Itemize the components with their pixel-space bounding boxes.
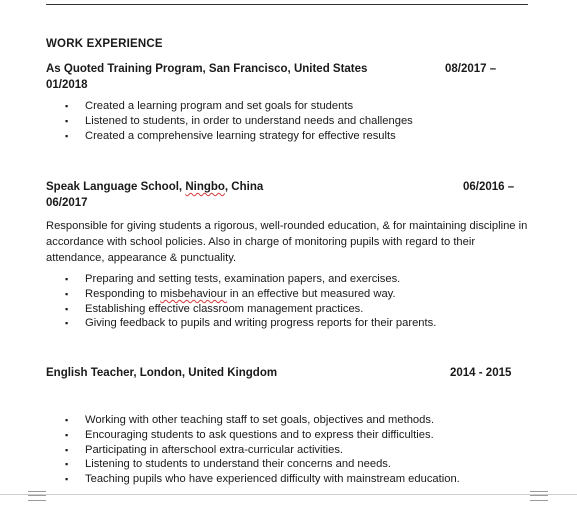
bullet-icon: ▪ [65, 303, 69, 314]
job-bullet-list [46, 413, 536, 487]
bullet-icon: ▪ [65, 288, 69, 299]
job-entry-as-quoted [46, 63, 536, 143]
list-item: ▪ Preparing and setting tests, examination papers, and exercises. [65, 273, 401, 285]
bullet-icon: ▪ [65, 101, 69, 111]
list-item: ▪ Listened to students, in order to understand needs and challenges [65, 114, 413, 127]
spellcheck-word: misbehaviour [160, 287, 227, 300]
job-title: Speak Language School, Ningbo, China [46, 181, 264, 193]
list-item: ▪ Responding to misbehaviour in an effective but measured way. [65, 287, 396, 300]
list-item: ▪ Created a comprehensive learning strategy for effective results [65, 129, 396, 142]
page-bottom-rule [0, 494, 577, 495]
right-margin-marker-icon[interactable] [530, 491, 548, 501]
job-title: English Teacher, London, United Kingdom [46, 367, 278, 379]
bullet-icon: ▪ [65, 274, 69, 284]
page-bottom-band [0, 494, 577, 516]
spellcheck-word: Ningbo [185, 181, 225, 193]
job-date-end: 06/2017 [46, 197, 88, 209]
job-bullet-list [46, 272, 536, 331]
bullet-icon: ▪ [65, 415, 69, 425]
section-heading-work-experience: WORK EXPERIENCE [46, 38, 163, 50]
list-item: ▪ Giving feedback to pupils and writing progress reports for their parents. [65, 317, 437, 330]
bullet-icon: ▪ [65, 318, 69, 329]
left-margin-marker-icon[interactable] [28, 491, 46, 501]
job-bullet-list [46, 99, 536, 143]
job-date: 2014 - 2015 [450, 367, 512, 379]
bullet-icon: ▪ [65, 115, 69, 126]
job-entry-english-teacher [46, 367, 536, 487]
top-horizontal-rule [46, 4, 528, 5]
bullet-icon: ▪ [65, 444, 69, 455]
job-title: As Quoted Training Program, San Francisco, United States [46, 63, 368, 75]
job-date-start: 08/2017 – [445, 63, 497, 75]
job-date-end: 01/2018 [46, 79, 88, 91]
job-description: Responsible for giving students a rigorous, well-rounded education, & for maintaining discipline in accordance with school policies. Also in charge of monitoring pupils with regard to their attendance, appearance & punctuality. [46, 220, 528, 264]
list-item: ▪ Establishing effective classroom management practices. [65, 302, 364, 315]
bullet-icon: ▪ [65, 459, 69, 470]
bullet-icon: ▪ [65, 429, 69, 440]
list-item: ▪ Listening to students to understand their concerns and needs. [65, 458, 391, 471]
list-item: ▪ Encouraging students to ask questions and to express their difficulties. [65, 428, 434, 441]
bullet-icon: ▪ [65, 130, 69, 141]
job-entry-speak-language [46, 181, 536, 331]
list-item: ▪ Teaching pupils who have experienced difficulty with mainstream education. [65, 473, 460, 486]
job-date-start: 06/2016 – [463, 181, 515, 193]
list-item: ▪ Participating in afterschool extra-curricular activities. [65, 443, 344, 456]
list-item: ▪ Working with other teaching staff to set goals, objectives and methods. [65, 414, 435, 426]
bullet-icon: ▪ [65, 474, 69, 485]
list-item: ▪ Created a learning program and set goals for students [65, 100, 354, 112]
